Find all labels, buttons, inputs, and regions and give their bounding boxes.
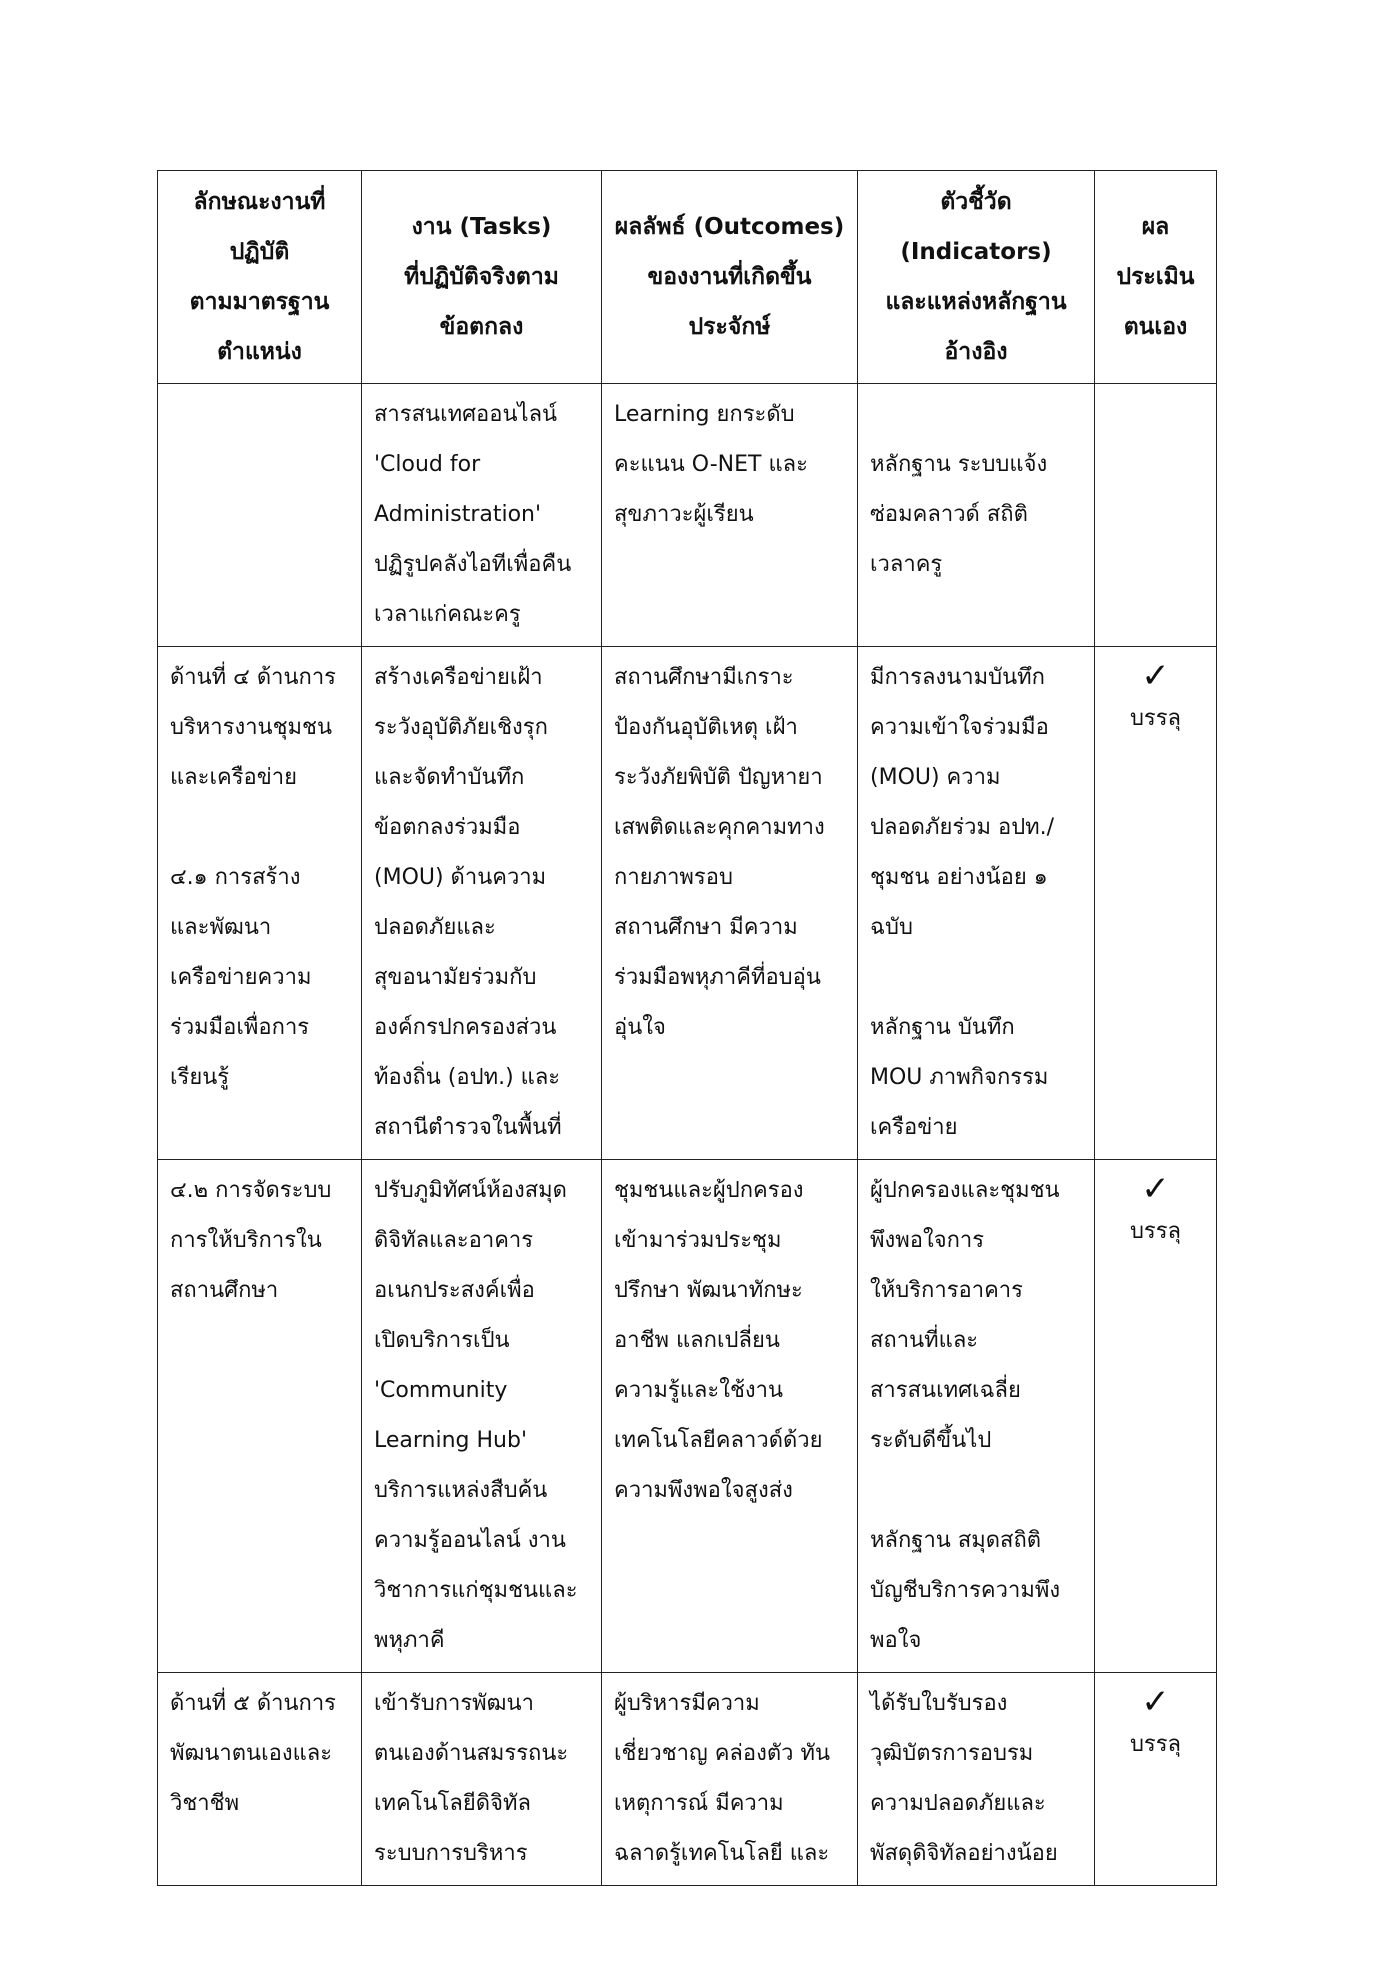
cell-line: ฉลาดรู้เทคโนโลยี และ	[614, 1841, 830, 1866]
cell-line: บริหารงานชุมชน	[170, 715, 332, 740]
cell-result	[1095, 1160, 1217, 1673]
cell-line: ความรู้และใช้งาน	[614, 1378, 784, 1403]
cell-line: เรียนรู้	[170, 1065, 230, 1090]
cell-line: สุขอนามัยร่วมกับ	[374, 965, 537, 990]
cell-gap	[870, 390, 1082, 440]
cell-line: องค์กรปกครองส่วน	[374, 1015, 557, 1040]
cell-line: และเครือข่าย	[170, 765, 298, 790]
header-text: ลักษณะงานที่	[193, 189, 326, 215]
cell-line: Administration'	[374, 502, 542, 527]
cell-aspect	[158, 1160, 362, 1673]
cell-line: Learning ยกระดับ	[614, 402, 795, 427]
cell-line: และพัฒนา	[170, 915, 272, 940]
header-text: ประเมิน	[1116, 264, 1195, 290]
cell-line: หลักฐาน บันทึก	[870, 1015, 1015, 1040]
cell-line: ร่วมมือพหุภาคีที่อบอุ่น	[614, 965, 821, 990]
cell-result	[1095, 384, 1217, 647]
header-indicators	[858, 171, 1095, 384]
cell-line: เทคโนโลยีดิจิทัล	[374, 1791, 531, 1816]
cell-line: ข้อตกลงร่วมมือ	[374, 815, 521, 840]
cell-outcomes	[602, 1160, 858, 1673]
cell-line: ด้านที่ ๔ ด้านการ	[170, 665, 336, 690]
cell-line: สถานศึกษา	[170, 1278, 279, 1303]
header-text: ประจักษ์	[688, 314, 771, 340]
cell-line: วิชาการแก่ชุมชนและ	[374, 1578, 578, 1603]
cell-line: เวลาแก่คณะครู	[374, 602, 521, 627]
cell-line: ชุมชน อย่างน้อย ๑	[870, 865, 1048, 890]
header-text: ข้อตกลง	[439, 314, 524, 340]
cell-aspect	[158, 647, 362, 1160]
cell-line: เทคโนโลยีคลาวด์ด้วย	[614, 1428, 823, 1453]
header-text: ตำแหน่ง	[217, 339, 302, 365]
header-text: ปฏิบัติ	[229, 239, 290, 265]
cell-line: ฉบับ	[870, 915, 913, 940]
cell-result	[1095, 1673, 1217, 1886]
cell-line: สถานศึกษา มีความ	[614, 915, 798, 940]
header-text: ผล	[1141, 214, 1170, 240]
cell-gap	[870, 1466, 1082, 1516]
cell-line: สุขภาวะผู้เรียน	[614, 502, 754, 527]
header-row	[158, 171, 1217, 384]
table-row	[158, 647, 1217, 1160]
cell-line: ๔.๒ การจัดระบบ	[170, 1178, 332, 1203]
cell-line: ปลอดภัยและ	[374, 915, 496, 940]
cell-line: ปลอดภัยร่วม อปท./	[870, 815, 1055, 840]
header-text: อ้างอิง	[944, 339, 1008, 365]
cell-line: ความรู้ออนไลน์ งาน	[374, 1528, 566, 1553]
cell-line: อาชีพ แลกเปลี่ยน	[614, 1328, 780, 1353]
checkmark-icon: ✓	[1141, 656, 1170, 696]
cell-line: 'Community	[374, 1378, 508, 1403]
cell-line: ระวังภัยพิบัติ ปัญหายา	[614, 765, 823, 790]
cell-line: วุฒิบัตรการอบรม	[870, 1741, 1034, 1766]
cell-outcomes	[602, 647, 858, 1160]
cell-line: เหตุการณ์ มีความ	[614, 1791, 784, 1816]
cell-line: มีการลงนามบันทึก	[870, 665, 1045, 690]
cell-line: ระวังอุบัติภัยเชิงรุก	[374, 715, 548, 740]
cell-line: หลักฐาน ระบบแจ้ง	[870, 452, 1048, 477]
table-row	[158, 1673, 1217, 1886]
cell-line: พัสดุดิจิทัลอย่างน้อย	[870, 1841, 1058, 1866]
cell-line: (MOU) ความ	[870, 765, 1001, 790]
cell-line: ได้รับใบรับรอง	[870, 1691, 1008, 1716]
cell-line: และจัดทำบันทึก	[374, 765, 525, 790]
cell-line: ดิจิทัลและอาคาร	[374, 1228, 534, 1253]
cell-outcomes	[602, 384, 858, 647]
cell-line: MOU ภาพกิจกรรม	[870, 1065, 1049, 1090]
cell-indicators	[858, 384, 1095, 647]
cell-line: ระบบการบริหาร	[374, 1841, 528, 1866]
cell-line: เครือข่ายความ	[170, 965, 312, 990]
cell-line: พหุภาคี	[374, 1628, 445, 1653]
cell-line: อเนกประสงค์เพื่อ	[374, 1278, 535, 1303]
cell-line: ระดับดีขึ้นไป	[870, 1428, 992, 1453]
header-self-assessment	[1095, 171, 1217, 384]
cell-line: ความพึงพอใจสูงส่ง	[614, 1478, 793, 1503]
cell-aspect	[158, 1673, 362, 1886]
cell-line: เข้ารับการพัฒนา	[374, 1691, 534, 1716]
cell-line: เปิดบริการเป็น	[374, 1328, 510, 1353]
cell-line: พัฒนาตนเองและ	[170, 1741, 333, 1766]
cell-line: ท้องถิ่น (อปท.) และ	[374, 1065, 561, 1090]
cell-line: ด้านที่ ๕ ด้านการ	[170, 1691, 336, 1716]
cell-line: พึงพอใจการ	[870, 1228, 985, 1253]
header-text: ผลลัพธ์ (Outcomes)	[614, 214, 845, 240]
performance-table	[157, 170, 1217, 1886]
header-text: ตัวชี้วัด	[940, 189, 1012, 215]
cell-line: ปรึกษา พัฒนาทักษะ	[614, 1278, 803, 1303]
header-text: และแหล่งหลักฐาน	[885, 289, 1067, 315]
cell-line: เวลาครู	[870, 552, 943, 577]
cell-line: (MOU) ด้านความ	[374, 865, 547, 890]
header-text: ตามมาตรฐาน	[189, 289, 330, 315]
table-row	[158, 1160, 1217, 1673]
cell-indicators	[858, 647, 1095, 1160]
cell-line: คะแนน O-NET และ	[614, 452, 808, 477]
cell-line: สถานศึกษามีเกราะ	[614, 665, 794, 690]
cell-line: เสพติดและคุกคามทาง	[614, 815, 825, 840]
cell-line: เข้ามาร่วมประชุม	[614, 1228, 782, 1253]
cell-tasks	[362, 1160, 602, 1673]
cell-line: สารสนเทศออนไลน์	[374, 402, 558, 427]
cell-tasks	[362, 1673, 602, 1886]
cell-result	[1095, 647, 1217, 1160]
cell-line: บัญชีบริการความพึง	[870, 1578, 1061, 1603]
cell-line: Learning Hub'	[374, 1428, 528, 1453]
table-row	[158, 384, 1217, 647]
cell-line: อุ่นใจ	[614, 1015, 666, 1040]
cell-line: สารสนเทศเฉลี่ย	[870, 1378, 1021, 1403]
header-text: ของงานที่เกิดขึ้น	[647, 264, 812, 290]
cell-line: การให้บริการใน	[170, 1228, 322, 1253]
cell-line: ให้บริการอาคาร	[870, 1278, 1023, 1303]
cell-indicators	[858, 1160, 1095, 1673]
header-text: (Indicators)	[900, 239, 1052, 265]
cell-line: สร้างเครือข่ายเฝ้า	[374, 665, 543, 690]
cell-line: ซ่อมคลาวด์ สถิติ	[870, 502, 1028, 527]
cell-line: เครือข่าย	[870, 1115, 958, 1140]
cell-line: กายภาพรอบ	[614, 865, 733, 890]
cell-line: พอใจ	[870, 1628, 922, 1653]
checkmark-icon: ✓	[1141, 1682, 1170, 1722]
cell-line: ตนเองด้านสมรรถนะ	[374, 1741, 569, 1766]
cell-line: สถานที่และ	[870, 1328, 979, 1353]
cell-line: วิชาชีพ	[170, 1791, 240, 1816]
result-label: บรรลุ	[1129, 1732, 1182, 1757]
header-text: ตนเอง	[1123, 314, 1188, 340]
header-text: งาน (Tasks)	[411, 214, 552, 240]
cell-tasks	[362, 647, 602, 1160]
cell-line: ๔.๑ การสร้าง	[170, 865, 301, 890]
result-label: บรรลุ	[1129, 1219, 1182, 1244]
header-text: ที่ปฏิบัติจริงตาม	[404, 264, 559, 290]
cell-line: ปฏิรูปคลังไอทีเพื่อคืน	[374, 552, 572, 577]
cell-line: ผู้ปกครองและชุมชน	[870, 1178, 1060, 1203]
cell-outcomes	[602, 1673, 858, 1886]
cell-line: ร่วมมือเพื่อการ	[170, 1015, 310, 1040]
cell-tasks	[362, 384, 602, 647]
checkmark-icon: ✓	[1141, 1169, 1170, 1209]
cell-line: บริการแหล่งสืบค้น	[374, 1478, 548, 1503]
cell-gap	[870, 953, 1082, 1003]
cell-line: เชี่ยวชาญ คล่องตัว ทัน	[614, 1741, 831, 1766]
header-outcomes	[602, 171, 858, 384]
cell-line: สถานีตำรวจในพื้นที่	[374, 1115, 562, 1140]
cell-line: ผู้บริหารมีความ	[614, 1691, 760, 1716]
cell-line: 'Cloud for	[374, 452, 481, 477]
header-aspect	[158, 171, 362, 384]
result-label: บรรลุ	[1129, 706, 1182, 731]
cell-line: ความเข้าใจร่วมมือ	[870, 715, 1049, 740]
cell-line: ปรับภูมิทัศน์ห้องสมุด	[374, 1178, 567, 1203]
cell-indicators	[858, 1673, 1095, 1886]
cell-line: ป้องกันอุบัติเหตุ เฝ้า	[614, 715, 798, 740]
header-tasks	[362, 171, 602, 384]
cell-gap	[170, 803, 349, 853]
cell-line: ชุมชนและผู้ปกครอง	[614, 1178, 804, 1203]
cell-line: ความปลอดภัยและ	[870, 1791, 1046, 1816]
cell-line: หลักฐาน สมุดสถิติ	[870, 1528, 1042, 1553]
cell-aspect	[158, 384, 362, 647]
